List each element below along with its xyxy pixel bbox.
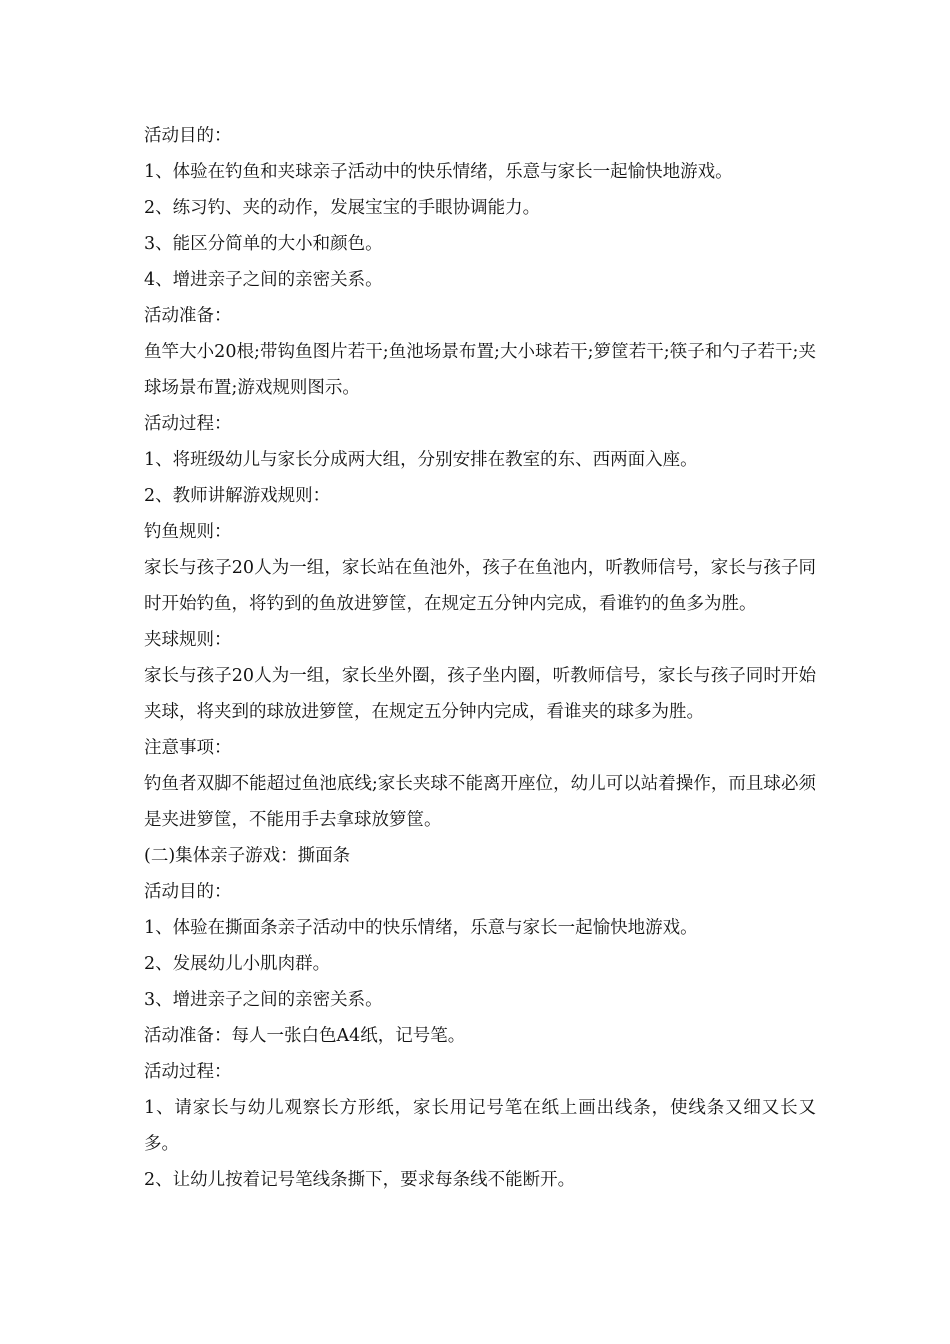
heading-ball-clip-rules: 夹球规则： (144, 630, 232, 650)
document-body (144, 118, 816, 1198)
heading-activity-goals-2: 活动目的： (144, 882, 232, 902)
heading-activity-process-2: 活动过程： (144, 1062, 232, 1082)
goal2-item-2: 2、发展幼儿小肌肉群。 (144, 954, 331, 974)
heading-fishing-rules: 钓鱼规则： (144, 522, 232, 542)
fishing-rules-text: 家长与孩子20人为一组，家长站在鱼池外，孩子在鱼池内，听教师信号，家长与孩子同时开始钓鱼，将钓到的鱼放进箩筐，在规定五分钟内完成，看谁钓的鱼多为胜。 (144, 558, 816, 614)
goal2-item-1: 1、体验在撕面条亲子活动中的快乐情绪，乐意与家长一起愉快地游戏。 (144, 918, 698, 938)
process-step-2: 2、教师讲解游戏规则： (144, 486, 331, 506)
heading-notes: 注意事项： (144, 738, 232, 758)
process2-step-1: 1、请家长与幼儿观察长方形纸，家长用记号笔在纸上画出线条，使线条又细又长又多。 (144, 1098, 816, 1154)
preparation-text-2: 活动准备：每人一张白色A4纸，记号笔。 (144, 1026, 466, 1046)
section-title-noodle-game: (二)集体亲子游戏：撕面条 (144, 846, 351, 866)
heading-activity-process-1: 活动过程： (144, 414, 232, 434)
process2-step-2: 2、让幼儿按着记号笔线条撕下，要求每条线不能断开。 (144, 1170, 576, 1190)
heading-activity-goals-1: 活动目的： (144, 126, 232, 146)
preparation-text-1: 鱼竿大小20根;带钩鱼图片若干;鱼池场景布置;大小球若干;箩筐若干;筷子和勺子若干;夹球场景布置;游戏规则图示。 (144, 342, 816, 398)
heading-activity-preparation-1: 活动准备： (144, 306, 232, 326)
ball-clip-rules-text: 家长与孩子20人为一组，家长坐外圈，孩子坐内圈，听教师信号，家长与孩子同时开始夹球，将夹到的球放进箩筐，在规定五分钟内完成，看谁夹的球多为胜。 (144, 666, 816, 722)
notes-text: 钓鱼者双脚不能超过鱼池底线;家长夹球不能离开座位，幼儿可以站着操作，而且球必须是夹进箩筐，不能用手去拿球放箩筐。 (144, 774, 816, 830)
process-step-1: 1、将班级幼儿与家长分成两大组，分别安排在教室的东、西两面入座。 (144, 450, 698, 470)
goal-item-4: 4、增进亲子之间的亲密关系。 (144, 270, 383, 290)
goal-item-2: 2、练习钓、夹的动作，发展宝宝的手眼协调能力。 (144, 198, 541, 218)
goal-item-1: 1、体验在钓鱼和夹球亲子活动中的快乐情绪，乐意与家长一起愉快地游戏。 (144, 162, 733, 182)
goal-item-3: 3、能区分简单的大小和颜色。 (144, 234, 383, 254)
goal2-item-3: 3、增进亲子之间的亲密关系。 (144, 990, 383, 1010)
